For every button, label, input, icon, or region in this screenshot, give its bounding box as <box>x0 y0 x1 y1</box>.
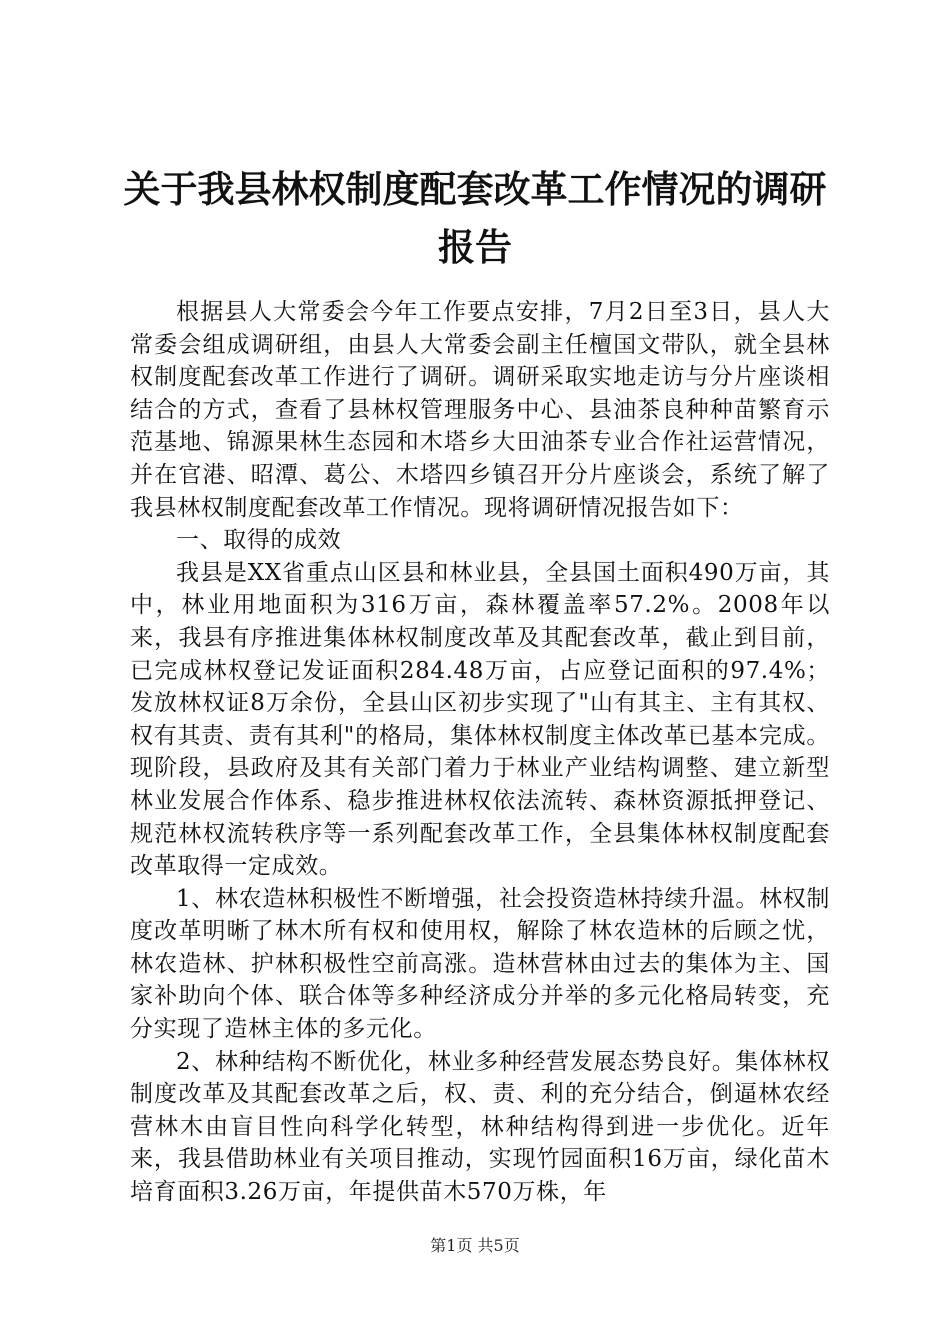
paragraph-intro: 根据县人大常委会今年工作要点安排，7月2日至3日，县人大常委会组成调研组，由县人大常委会副主任檀国文带队，就全县林权制度配套改革工作进行了调研。调研采取实地走访与分片座谈相结合的方式，查看了县林权管理服务中心、县油茶良种种苗繁育示范基地、锦源果林生态园和木塔乡大田油茶专业合作社运营情况，并在官港、昭潭、葛公、木塔四乡镇召开分片座谈会，系统了解了我县林权制度配套改革工作情况。现将调研情况报告如下： <box>130 299 830 521</box>
paragraph-overview: 我县是XX省重点山区县和林业县，全县国土面积490万亩，其中，林业用地面积为316万亩，森林覆盖率57.2%。2008年以来，我县有序推进集体林权制度改革及其配套改革，截止到目前，已完成林权登记发证面积284.48万亩，占应登记面积的97.4%；发放林权证8万余份，全县山区初步实现了"山有其主、主有其权、权有其责、责有其利"的格局，集体林权制度主体改革已基本完成。现阶段，县政府及其有关部门着力于林业产业结构调整、建立新型林业发展合作体系、稳步推进林权依法流转、森林资源抵押登记、规范林权流转秩序等一系列配套改革工作，全县集体林权制度配套改革取得一定成效。 <box>130 559 830 880</box>
paragraph-point-2: 2、林种结构不断优化，林业多种经营发展态势良好。集体林权制度改革及其配套改革之后，权、责、利的充分结合，倒逼林农经营林木由盲目性向科学化转型，林种结构得到进一步优化。近年来，我县借助林业有关项目推动，实现竹园面积16万亩，绿化苗木培育面积3.26万亩，年提供苗木570万株，年 <box>130 1048 830 1206</box>
document-title: 关于我县林权制度配套改革工作情况的调研报告 <box>123 167 827 269</box>
paragraph-point-1: 1、林农造林积极性不断增强，社会投资造林持续升温。林权制度改革明晰了林木所有权和使用权，解除了林农造林的后顾之忧，林农造林、护林积极性空前高涨。造林营林由过去的集体为主、国家补助向个体、联合体等多种经济成分并举的多元化格局转变，充分实现了造林主体的多元化。 <box>130 885 830 1043</box>
section-heading-achievements: 一、取得的成效 <box>176 527 342 554</box>
page-number: 第1页 共5页 <box>430 1236 520 1255</box>
document-body <box>130 296 830 1209</box>
